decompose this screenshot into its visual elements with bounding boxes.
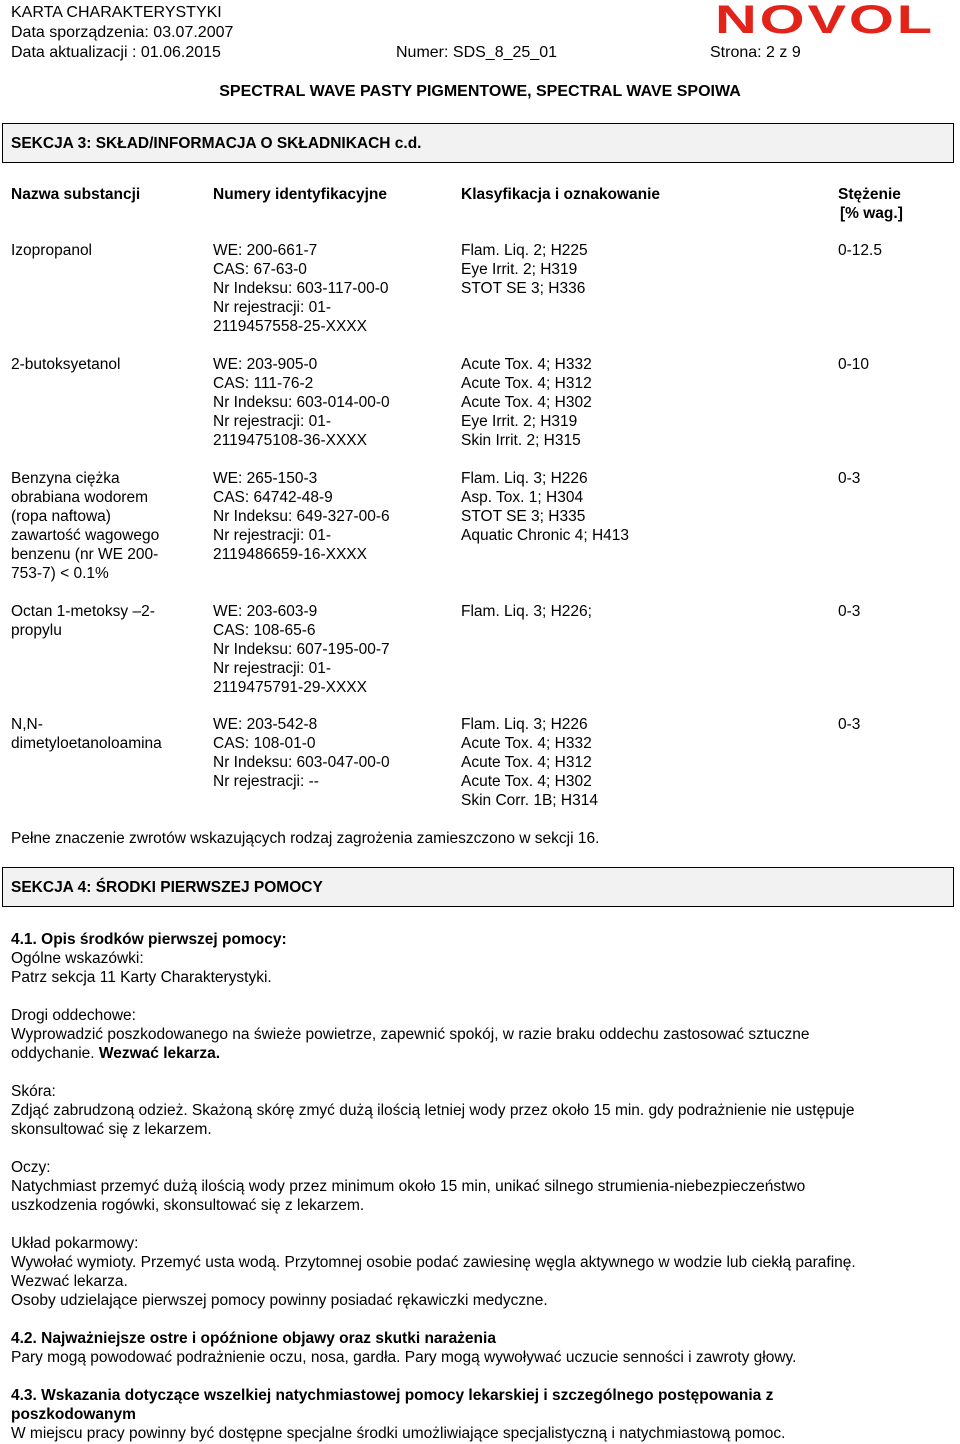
classification-line: STOT SE 3; H336 [461,280,586,297]
digestive-label: Układ pokarmowy: [11,1235,139,1252]
identification-numbers-line: Nr Indeksu: 607-195-00-7 [213,641,390,658]
classification-line: Skin Irrit. 2; H315 [461,432,581,449]
identification-numbers-line: CAS: 108-65-6 [213,622,316,639]
identification-numbers [213,355,453,450]
column-header-concentration-line1: Stężenie [838,186,901,203]
classification [461,715,801,810]
classification [461,469,801,545]
substance-name-line: (ropa naftowa) [11,508,111,525]
page-number: Strona: 2 z 9 [710,44,801,61]
eyes-label: Oczy: [11,1159,51,1176]
section-4-header [2,867,954,907]
identification-numbers-line: 2119457558-25-XXXX [213,318,367,335]
section-3-footnote: Pełne znaczenie zwrotów wskazujących rodzaj zagrożenia zamieszczono w sekcji 16. [11,830,600,847]
svg-text:NOVOL: NOVOL [715,2,935,36]
skin-text-line1: Zdjąć zabrudzoną odzież. Skażoną skórę zmyć dużą ilością letniej wody przez około 15 min. gdy podrażnienie nie ustępuje [11,1102,855,1119]
identification-numbers-line: CAS: 64742-48-9 [213,489,333,506]
classification-line: Flam. Liq. 2; H225 [461,242,588,259]
novol-logo [714,2,936,36]
classification [461,241,801,298]
substance-name-line: Izopropanol [11,242,93,259]
subsection-4-2-text: Pary mogą powodować podrażnienie oczu, nosa, gardła. Pary mogą wywoływać uczucie senności i zawroty głowy. [11,1349,797,1366]
classification-line: Acute Tox. 4; H332 [461,735,592,752]
identification-numbers-line: Nr rejestracji: 01- [213,413,331,430]
substance-name [11,469,201,583]
identification-numbers [213,469,453,564]
section-3-title: SEKCJA 3: SKŁAD/INFORMACJA O SKŁADNIKACH c.d. [11,134,422,152]
identification-numbers [213,602,453,697]
airways-text-line2 [11,1044,946,1063]
substance-name-line: benzenu (nr WE 200- [11,546,159,563]
substance-name-line: N,N- [11,716,43,733]
identification-numbers-line: Nr Indeksu: 603-014-00-0 [213,394,390,411]
identification-numbers-line: Nr rejestracji: -- [213,773,319,790]
classification-line: Acute Tox. 4; H312 [461,754,592,771]
identification-numbers [213,715,453,791]
substance-name-line: 2-butoksyetanol [11,356,121,373]
document-type: KARTA CHARAKTERYSTYKI [11,4,222,21]
substance-name-line: dimetyloetanoloamina [11,735,162,752]
classification-line: Acute Tox. 4; H302 [461,773,592,790]
identification-numbers-line: Nr rejestracji: 01- [213,299,331,316]
identification-numbers-line: WE: 200-661-7 [213,242,318,259]
concentration: 0-10 [838,356,870,373]
subsection-4-3-text: W miejscu pracy powinny być dostępne specjalne środki umożliwiające specjalistyczną i natychmiastową pomoc. [11,1425,786,1442]
airways-label: Drogi oddechowe: [11,1007,136,1024]
document-number: Numer: SDS_8_25_01 [396,44,557,61]
identification-numbers-line: 2119475791-29-XXXX [213,679,367,696]
concentration: 0-3 [838,470,861,487]
classification-line: Flam. Liq. 3; H226; [461,603,592,620]
digestive-text-line2: Wezwać lekarza. [11,1273,128,1290]
classification-line: Skin Corr. 1B; H314 [461,792,598,809]
concentration: 0-3 [838,603,861,620]
airways-call-doctor: Wezwać lekarza. [98,1045,221,1062]
subsection-4-3-heading-line1: 4.3. Wskazania dotyczące wszelkiej natychmiastowej pomocy lekarskiej i szczególnego postępowania z [11,1387,774,1404]
substance-name [11,602,201,640]
section-4-title: SEKCJA 4: ŚRODKI PIERWSZEJ POMOCY [11,878,323,896]
airways-text-line1: Wyprowadzić poszkodowanego na świeże powietrze, zapewnić spokój, w razie braku oddechu zastosować sztuczne [11,1026,810,1043]
classification-line: Acute Tox. 4; H312 [461,375,592,392]
digestive-text-line1: Wywołać wymioty. Przemyć usta wodą. Przytomnej osobie podać zawiesinę węgla aktywnego w wodzie lub ciekłą parafinę. [11,1254,856,1271]
identification-numbers-line: CAS: 111-76-2 [213,375,314,392]
eyes-text-line2: uszkodzenia rogówki, skonsultować się z lekarzem. [11,1197,365,1214]
identification-numbers-line: Nr rejestracji: 01- [213,660,331,677]
product-title: SPECTRAL WAVE PASTY PIGMENTOWE, SPECTRAL WAVE SPOIWA [219,83,741,100]
substance-name-line: zawartość wagowego [11,527,160,544]
subsection-4-3-heading-line2: poszkodowanym [11,1406,136,1423]
substance-name-line: 753-7) < 0.1% [11,565,109,582]
identification-numbers-line: Nr Indeksu: 603-117-00-0 [213,280,389,297]
classification [461,602,801,621]
substance-name-line: obrabiana wodorem [11,489,149,506]
column-header-concentration [838,185,903,223]
classification-line: Acute Tox. 4; H332 [461,356,592,373]
column-header-name: Nazwa substancji [11,186,141,203]
substance-name [11,715,201,753]
classification-line: Asp. Tox. 1; H304 [461,489,584,506]
substance-name-line: propylu [11,622,62,639]
eyes-text-line1: Natychmiast przemyć dużą ilością wody przez minimum około 15 min, unikać silnego strumienia-niebezpieczeństwo [11,1178,806,1195]
updated-date: Data aktualizacji : 01.06.2015 [11,44,221,61]
classification-line: Flam. Liq. 3; H226 [461,470,588,487]
identification-numbers-line: 2119475108-36-XXXX [213,432,367,449]
skin-label: Skóra: [11,1083,56,1100]
subsection-4-1-heading: 4.1. Opis środków pierwszej pomocy: [11,931,287,948]
identification-numbers-line: CAS: 67-63-0 [213,261,307,278]
substance-name [11,241,201,260]
prepared-date: Data sporządzenia: 03.07.2007 [11,24,234,41]
concentration: 0-3 [838,716,861,733]
identification-numbers [213,241,453,336]
identification-numbers-line: Nr rejestracji: 01- [213,527,331,544]
skin-text-line2: skonsultować się z lekarzem. [11,1121,212,1138]
substance-name-line: Octan 1-metoksy –2- [11,603,155,620]
general-guidance-text: Patrz sekcja 11 Karty Charakterystyki. [11,969,272,986]
identification-numbers-line: 2119486659-16-XXXX [213,546,367,563]
subsection-4-2-heading: 4.2. Najważniejsze ostre i opóźnione objawy oraz skutki narażenia [11,1330,496,1347]
column-header-concentration-line2: [% wag.] [840,205,903,222]
general-guidance-label: Ogólne wskazówki: [11,950,144,967]
classification-line: Eye Irrit. 2; H319 [461,413,578,430]
airways-text: oddychanie. [11,1045,99,1062]
column-header-classification: Klasyfikacja i oznakowanie [461,186,661,203]
identification-numbers-line: WE: 265-150-3 [213,470,318,487]
classification-line: STOT SE 3; H335 [461,508,586,525]
digestive-text-line3: Osoby udzielające pierwszej pomocy powinny posiadać rękawiczki medyczne. [11,1292,548,1309]
classification-line: Flam. Liq. 3; H226 [461,716,588,733]
identification-numbers-line: WE: 203-542-8 [213,716,318,733]
substance-name-line: Benzyna ciężka [11,470,120,487]
substance-name [11,355,201,374]
concentration: 0-12.5 [838,242,882,259]
column-header-ids: Numery identyfikacyjne [213,186,388,203]
identification-numbers-line: Nr Indeksu: 649-327-00-6 [213,508,390,525]
identification-numbers-line: CAS: 108-01-0 [213,735,316,752]
identification-numbers-line: WE: 203-603-9 [213,603,318,620]
identification-numbers-line: Nr Indeksu: 603-047-00-0 [213,754,390,771]
classification [461,355,801,450]
classification-line: Aquatic Chronic 4; H413 [461,527,630,544]
classification-line: Acute Tox. 4; H302 [461,394,592,411]
section-3-header [2,123,954,163]
classification-line: Eye Irrit. 2; H319 [461,261,578,278]
identification-numbers-line: WE: 203-905-0 [213,356,318,373]
